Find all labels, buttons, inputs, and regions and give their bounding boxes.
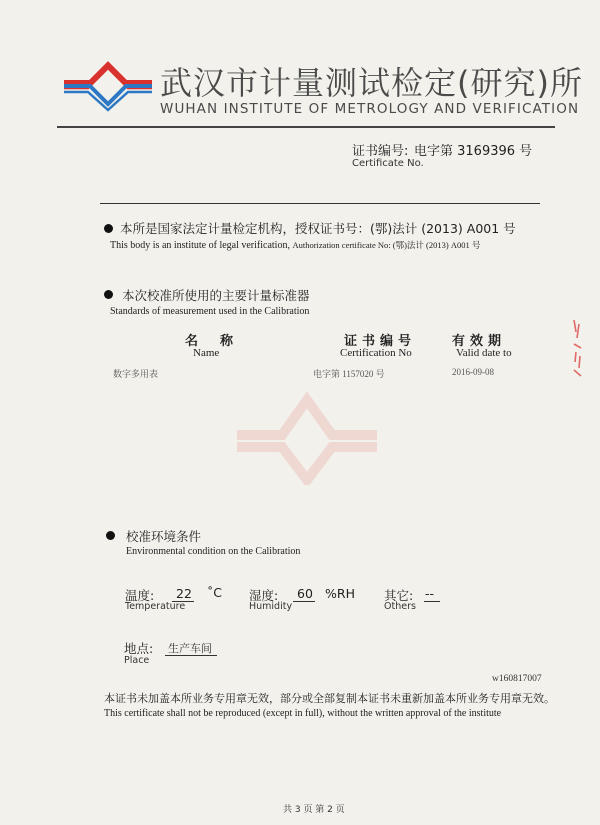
section3-title-cn: 校准环境条件 — [126, 529, 202, 544]
section1-en-authorization: Authorization certificate No: (鄂)法计 (2013) A001 号 — [292, 240, 481, 250]
column-header-valid-cn: 有效期 — [452, 334, 507, 349]
others-underline — [424, 601, 440, 602]
institute-logo-icon — [60, 56, 155, 112]
document-code: w160817007 — [492, 674, 542, 684]
reproduction-notice-en: This certificate shall not be reproduced (except in full), without the written approval of the institute — [104, 708, 502, 719]
seal-stamp-icon — [571, 318, 585, 380]
column-header-cert-en: Certification No — [340, 347, 412, 359]
humidity-value: 60 — [297, 586, 313, 601]
org-name-cn: 武汉市计量测试检定(研究)所 — [160, 64, 583, 102]
certificate-number-label: 证书编号: — [352, 144, 409, 159]
column-header-name-en: Name — [193, 347, 220, 359]
humidity-label-en: Humidity — [249, 601, 293, 612]
bullet-icon — [106, 531, 115, 540]
place-label-en: Place — [124, 655, 150, 666]
section1-statement-en — [110, 239, 480, 251]
watermark-logo-icon — [232, 385, 382, 485]
humidity-unit: %RH — [325, 586, 355, 601]
place-underline — [165, 655, 217, 656]
bullet-icon — [104, 224, 113, 233]
table-row-name: 数字多用表 — [113, 369, 159, 379]
temperature-unit: ˚C — [207, 585, 222, 600]
place-value: 生产车间 — [168, 643, 212, 655]
header-divider — [57, 126, 555, 128]
humidity-label: 湿度: — [249, 588, 279, 603]
others-value: -- — [425, 586, 435, 601]
temperature-label: 温度: — [125, 588, 155, 603]
others-label: 其它: — [384, 588, 414, 603]
section-divider — [100, 203, 540, 204]
place-label: 地点: — [124, 641, 154, 656]
column-header-name-cn: 名称 — [185, 334, 256, 349]
bullet-icon — [104, 290, 113, 299]
certificate-number-label-en: Certificate No. — [352, 158, 424, 169]
column-header-cert-cn: 证书编号 — [344, 334, 417, 349]
reproduction-notice-cn: 本证书未加盖本所业务专用章无效，部分或全部复制本证书未重新加盖本所业务专用章无效。 — [104, 692, 555, 705]
certificate-number-value: 电字第 3169396 号 — [414, 144, 533, 159]
table-row-valid-date: 2016-09-08 — [452, 367, 494, 377]
column-header-valid-en: Valid date to — [456, 347, 512, 359]
section1-en-main: This body is an institute of legal verification, — [110, 240, 293, 251]
humidity-underline — [293, 601, 315, 602]
org-name-en: WUHAN INSTITUTE OF METROLOGY AND VERIFICATION — [160, 101, 580, 117]
table-row-cert-no: 电字第 1157020 号 — [313, 369, 385, 379]
section2-title-en: Standards of measurement used in the Calibration — [110, 306, 310, 317]
temperature-label-en: Temperature — [125, 601, 186, 612]
section1-statement-cn: 本所是国家法定计量检定机构，授权证书号：(鄂)法计 (2013) A001 号 — [120, 221, 516, 236]
section3-title-en: Environmental condition on the Calibration — [126, 546, 301, 557]
others-label-en: Others — [384, 601, 416, 612]
section2-title-cn: 本次校准所使用的主要计量标准器 — [122, 288, 310, 303]
temperature-value: 22 — [176, 586, 192, 601]
page-number: 共 3 页 第 2 页 — [283, 805, 345, 815]
